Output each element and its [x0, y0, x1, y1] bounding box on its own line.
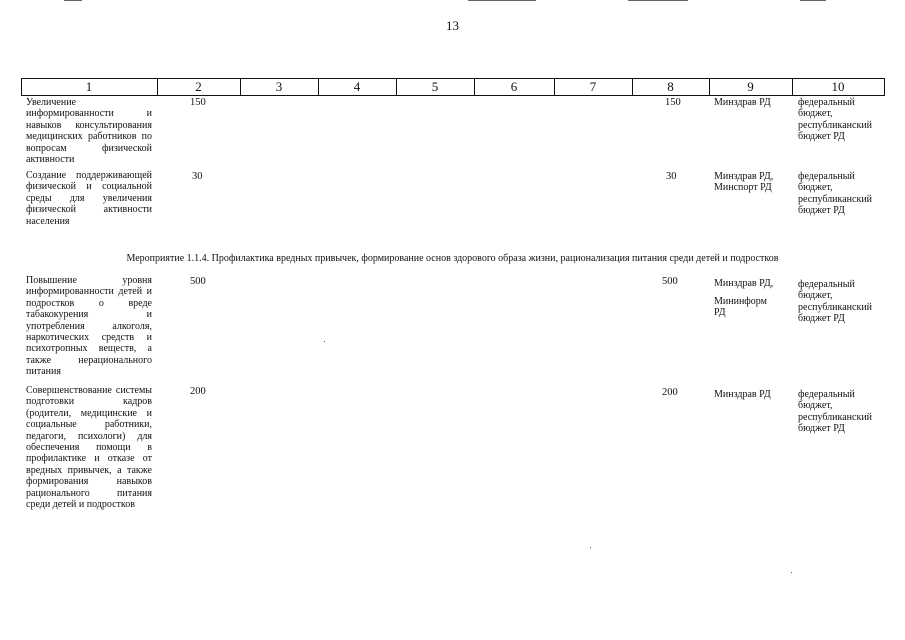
- column-header: 4: [353, 79, 361, 94]
- page-number: 13: [446, 18, 459, 33]
- column-header: 3: [275, 79, 283, 94]
- row-col8-value: 30: [666, 171, 677, 182]
- column-header: 1: [85, 79, 93, 94]
- row-col2-value: 500: [190, 276, 206, 287]
- section-heading: Мероприятие 1.1.4. Профилактика вредных привычек, формирование основ здорового образа жизни, рационализация питания среди детей и подростков: [126, 253, 779, 264]
- column-header: 2: [195, 79, 202, 94]
- scan-mark: [468, 0, 536, 1]
- row-funding-source: федеральный бюджет, республиканский бюджет РД: [798, 97, 873, 143]
- scan-speck: [590, 547, 591, 548]
- scan-mark: [800, 0, 826, 1]
- scan-mark: [64, 0, 82, 1]
- row-col8-value: 150: [665, 97, 681, 108]
- column-header: 5: [431, 79, 439, 94]
- row-col8-value: 200: [662, 387, 678, 398]
- row-executor-second: Mининформ РД: [714, 296, 767, 319]
- row-funding-source: федеральный бюджет, республиканский бюджет РД: [798, 279, 873, 325]
- header-bottom-rule: [21, 95, 884, 96]
- row-col2-value: 200: [190, 386, 206, 397]
- row-description: Создание поддерживающей физической и социальной среды для увеличения физической активности населения: [26, 170, 152, 227]
- row-col2-value: 150: [190, 97, 206, 108]
- scan-mark: [628, 0, 688, 1]
- row-description: Совершенствование системы подготовки кадров (родители, медицинские и социальные работники, педагоги, психологи) для обеспечения помощи в профилактике и отказе от вредных привычек, а также формирования навыков рационального питания среди детей и подростков: [26, 385, 152, 511]
- column-header: 6: [510, 79, 518, 94]
- column-header: 9: [747, 79, 754, 94]
- row-executor: Минздрав РД: [714, 97, 771, 108]
- scan-speck: [791, 572, 792, 573]
- row-col2-value: 30: [192, 171, 203, 182]
- row-description: Увеличение информированности и навыков консультирования медицинских работников по вопросам физической активности: [26, 97, 152, 166]
- row-executor: Минздрав РД, Минспорт РД: [714, 171, 774, 194]
- row-funding-source: федеральный бюджет, республиканский бюджет РД: [798, 171, 873, 217]
- row-executor: Минздрав РД,: [714, 278, 774, 289]
- column-header: 7: [589, 79, 597, 94]
- row-description: Повышение уровня информированности детей и подростков о вреде табакокурения и употребления алкоголя, наркотических средств и психотропных веществ, а также нерационального питания: [26, 275, 152, 378]
- column-header: 8: [667, 79, 674, 94]
- row-col8-value: 500: [662, 276, 678, 287]
- column-header: 10: [831, 79, 845, 94]
- col-divider: [884, 78, 885, 96]
- row-funding-source: федеральный бюджет, республиканский бюджет РД: [798, 389, 873, 435]
- scan-speck: [324, 341, 325, 342]
- row-executor: Минздрав РД: [714, 389, 771, 400]
